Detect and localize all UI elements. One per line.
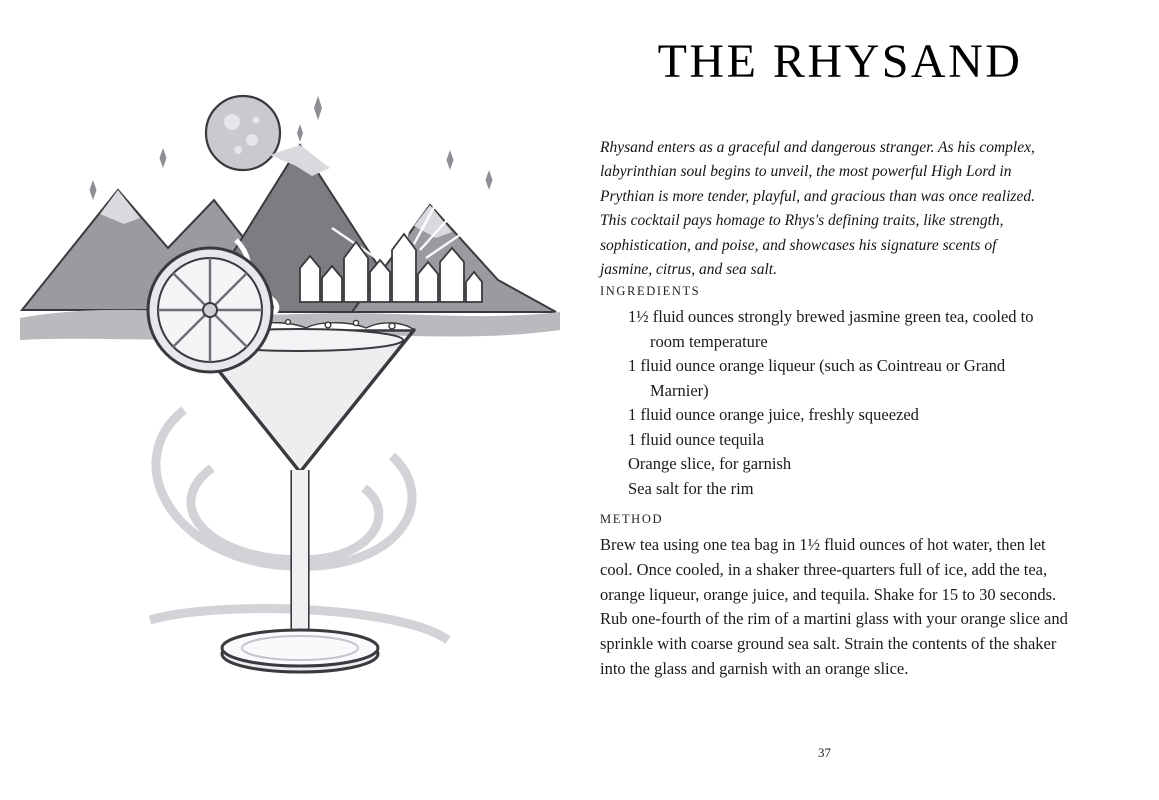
list-item: 1 fluid ounce orange juice, freshly squeezed	[628, 405, 919, 424]
intro-paragraph: Rhysand enters as a graceful and dangerous stranger. As his complex, labyrinthian soul begins to unveil, the most powerful High Lord in Prythian is more tender, playful, and gracious than was once realized. This cocktail pays homage to Rhys's defining traits, like strength, sophistication, and poise, and showcases his signature scents of jasmine, citrus, and sea salt.	[600, 138, 1035, 278]
recipe-text-panel	[600, 0, 1159, 800]
list-item: Orange slice, for garnish	[628, 454, 792, 473]
method-section	[600, 512, 1078, 682]
list-item: 1 fluid ounce orange liqueur (such as Cointreau or Grand Marnier)	[628, 356, 1006, 400]
method-body: Brew tea using one tea bag in 1½ fluid ounces of hot water, then let cool. Once cooled, in a shaker three-quarters full of ice, add the tea, orange liqueur, orange juice, and tequila. Shake for 15 to 30 seconds. Rub one-fourth of the rim of a martini glass with your orange slice and sprinkle with coarse ground sea salt. Strain the contents of the shaker into the glass and garnish with an orange slice.	[600, 535, 1068, 678]
page-title: THE RHYSAND	[657, 35, 1023, 88]
ingredients-section	[600, 284, 1060, 501]
ingredients-label: INGREDIENTS	[600, 284, 701, 298]
ingredients-list	[600, 305, 1060, 501]
list-item: Sea salt for the rim	[628, 478, 754, 498]
orange-slice-garnish	[148, 248, 272, 372]
page-number: 37	[818, 745, 831, 760]
list-item: 1½ fluid ounces strongly brewed jasmine green tea, cooled to room temperature	[628, 307, 1034, 351]
list-item: 1 fluid ounce tequila	[628, 429, 765, 449]
moon-icon	[206, 96, 280, 170]
method-label: METHOD	[600, 512, 664, 526]
